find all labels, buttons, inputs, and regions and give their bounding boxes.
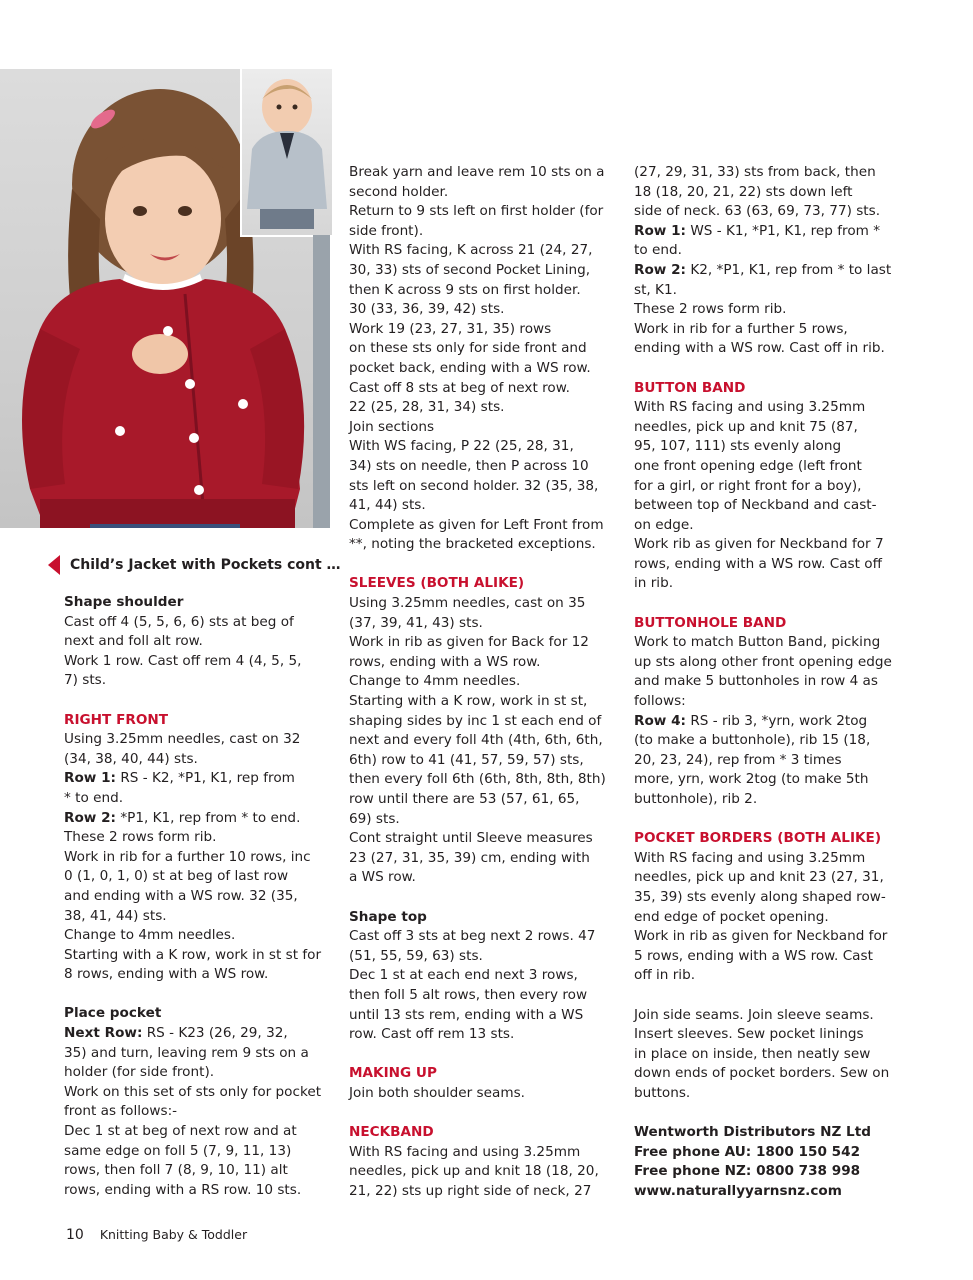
section-header-text: Child’s Jacket with Pockets cont … (70, 557, 341, 573)
photo-toddler-grey-cardigan (240, 69, 332, 237)
text-line: (34, 38, 40, 44) sts. (64, 750, 198, 767)
section-continuation-header (48, 554, 341, 576)
text-line: then every foll 6th (6th, 8th, 8th, 8th) (349, 771, 606, 788)
phone-au: Free phone AU: 1800 150 542 (634, 1143, 861, 1160)
text-line: Starting with a K row, work in st st for (64, 946, 322, 963)
text-line: needles, pick up and knit 75 (87, (634, 418, 858, 435)
photo-edge-strip (313, 235, 330, 528)
row-label: Next Row: (64, 1025, 143, 1042)
text-line: Join both shoulder seams. (349, 1084, 525, 1101)
row-text: *P1, K1, rep from * to end. (116, 809, 301, 826)
text-line: needles, pick up and knit 18 (18, 20, (349, 1163, 599, 1180)
row-label: Row 1: (634, 222, 686, 239)
text-line: row until there are 53 (57, 61, 65, (349, 791, 580, 807)
text-line: 7) sts. (64, 672, 107, 689)
pocket-borders-heading: POCKET BORDERS (BOTH ALIKE) (634, 830, 882, 847)
text-line: down ends of pocket borders. Sew on (634, 1065, 890, 1082)
row-instruction (64, 809, 336, 829)
text-line: 23 (27, 31, 35, 39) cm, ending with (349, 849, 590, 866)
sleeves-heading: SLEEVES (BOTH ALIKE) (349, 575, 525, 592)
text-line: Work 1 row. Cast off rem 4 (4, 5, 5, (64, 652, 302, 669)
text-line: 38, 41, 44) sts. (64, 907, 167, 924)
text-line: Starting with a K row, work in st st, (349, 693, 588, 710)
text-line: until 13 sts rem, ending with a WS (349, 1006, 584, 1023)
text-line: Using 3.25mm needles, cast on 32 (64, 731, 301, 748)
place-pocket-heading: Place pocket (64, 1005, 162, 1022)
text-line: 8 rows, ending with a WS row. (64, 966, 269, 983)
text-line: 6th) row to 41 (41, 57, 59, 57) sts, (349, 751, 584, 768)
text-line: next and foll alt row. (64, 633, 203, 650)
text-line: These 2 rows form rib. (634, 301, 787, 318)
text-line: (51, 55, 59, 63) sts. (349, 947, 483, 964)
text-line: 95, 107, 111) sts evenly along (634, 438, 842, 455)
row-text: RS - K23 (26, 29, 32, (142, 1025, 288, 1042)
text-line: 34) sts on needle, then P across 10 (349, 457, 589, 474)
website-link[interactable]: www.naturallyyarnsnz.com (634, 1182, 842, 1199)
text-line: and make 5 buttonholes in row 4 as (634, 673, 878, 690)
text-line: buttons. (634, 1084, 691, 1101)
text-line: rows, ending with a WS row. Cast off (634, 555, 882, 572)
text-line: Work on this set of sts only for pocket (64, 1083, 322, 1100)
text-line: 30 (33, 36, 39, 42) sts. (349, 301, 505, 318)
text-line: next and every foll 4th (4th, 6th, 6th, (349, 732, 603, 749)
text-line: and ending with a WS row. 32 (35, (64, 887, 298, 904)
text-line: 35, 39) sts evenly along shaped row- (634, 888, 886, 905)
distributor-name: Wentworth Distributors NZ Ltd (634, 1124, 871, 1141)
text-line: Cast off 8 sts at beg of next row. (349, 379, 570, 396)
publication-title: Knitting Baby & Toddler (99, 1227, 248, 1242)
triangle-left-icon (48, 555, 60, 575)
text-line: for a girl, or right front for a boy), (634, 477, 862, 494)
row-label: Row 1: (64, 770, 116, 787)
row-text: WS - K1, *P1, K1, rep from * (686, 222, 880, 239)
text-line: Work in rib for a further 5 rows, (634, 320, 848, 337)
text-line: 69) sts. (349, 810, 400, 827)
shape-top-heading: Shape top (349, 908, 427, 925)
text-line: Return to 9 sts left on first holder (for (349, 203, 604, 220)
text-line: Complete as given for Left Front from (349, 516, 604, 533)
phone-nz: Free phone NZ: 0800 738 998 (634, 1163, 861, 1180)
text-line: off in rib. (634, 967, 696, 984)
text-line: With RS facing and using 3.25mm (634, 399, 866, 416)
text-line: Dec 1 st at beg of next row and at (64, 1123, 297, 1140)
text-line: Join side seams. Join sleeve seams. (634, 1006, 874, 1023)
text-line: Cast off 4 (5, 5, 6, 6) sts at beg of (64, 613, 294, 630)
row-instruction (634, 261, 900, 281)
text-line: more, yrn, work 2tog (to make 5th (634, 771, 869, 788)
text-line: up sts along other front opening edge (634, 653, 892, 670)
text-line: st, K1. (634, 281, 677, 298)
row-instruction (64, 769, 336, 789)
text-line: 0 (1, 0, 1, 0) st at beg of last row (64, 868, 289, 885)
text-line: Work in rib for a further 10 rows, inc (64, 848, 311, 865)
row-text: K2, *P1, K1, rep from * to last (686, 261, 892, 278)
row-instruction (64, 1024, 336, 1044)
text-line: Using 3.25mm needles, cast on 35 (349, 595, 586, 612)
buttonhole-band-heading: BUTTONHOLE BAND (634, 614, 787, 631)
text-line: shaping sides by inc 1 st each end of (349, 712, 602, 729)
text-line: then K across 9 sts on first holder. (349, 281, 581, 298)
page-number: 10 (66, 1227, 84, 1243)
text-line: Cast off 3 sts at beg next 2 rows. 47 (349, 928, 596, 945)
row-text: RS - K2, *P1, K1, rep from (116, 770, 295, 787)
text-line: side front). (349, 222, 424, 239)
text-line: (to make a buttonhole), rib 15 (18, (634, 732, 871, 749)
text-line: Cont straight until Sleeve measures (349, 830, 593, 847)
text-line: * to end. (64, 789, 124, 806)
shape-shoulder-heading: Shape shoulder (64, 594, 184, 610)
text-line: rows, then foll 7 (8, 9, 10, 11) alt (64, 1162, 288, 1179)
text-line: rows, ending with a RS row. 10 sts. (64, 1181, 302, 1198)
text-line: row. Cast off rem 13 sts. (349, 1026, 515, 1043)
text-line: With RS facing and using 3.25mm (349, 1143, 581, 1160)
text-line: on these sts only for side front and (349, 340, 587, 357)
text-line: (27, 29, 31, 33) sts from back, then (634, 164, 876, 180)
distributor-contact (634, 1123, 900, 1201)
text-line: buttonhole), rib 2. (634, 791, 758, 807)
row-label: Row 2: (64, 809, 116, 826)
row-instruction (634, 712, 900, 732)
text-line: one front opening edge (left front (634, 457, 862, 474)
text-line: 41, 44) sts. (349, 497, 426, 514)
text-line: follows: (634, 693, 686, 710)
text-line: pocket back, ending with a WS row. (349, 359, 591, 376)
text-line: to end. (634, 242, 682, 259)
button-band-heading: BUTTON BAND (634, 379, 746, 396)
text-line: 18 (18, 20, 21, 22) sts down left (634, 183, 853, 200)
row-label: Row 4: (634, 712, 686, 729)
text-line: Dec 1 st at each end next 3 rows, (349, 967, 578, 984)
text-line: 30, 33) sts of second Pocket Lining, (349, 261, 591, 278)
text-line: **, noting the bracketed exceptions. (349, 536, 596, 553)
text-line: 20, 23, 24), rep from * 3 times (634, 751, 842, 768)
text-line: 5 rows, ending with a WS row. Cast (634, 947, 873, 964)
page-footer (66, 1227, 247, 1243)
text-line: With WS facing, P 22 (25, 28, 31, (349, 438, 574, 455)
text-line: 21, 22) sts up right side of neck, 27 (349, 1182, 592, 1199)
column-1 (64, 593, 336, 1200)
text-line: in rib. (634, 575, 674, 592)
text-line: Work 19 (23, 27, 31, 35) rows (349, 320, 552, 337)
column-2 (349, 163, 611, 1201)
text-line: Work in rib as given for Neckband for (634, 928, 888, 945)
text-line: second holder. (349, 183, 449, 200)
text-line: front as follows:- (64, 1103, 178, 1120)
text-line: (37, 39, 41, 43) sts. (349, 614, 483, 631)
text-line: in place on inside, then neatly sew (634, 1045, 871, 1062)
text-line: a WS row. (349, 869, 416, 886)
text-line: sts left on second holder. 32 (35, 38, (349, 477, 599, 494)
neckband-heading: NECKBAND (349, 1124, 434, 1141)
toddler-illustration (242, 69, 332, 235)
row-text: RS - rib 3, *yrn, work 2tog (686, 712, 868, 729)
text-line: Insert sleeves. Sew pocket linings (634, 1026, 864, 1043)
text-line: Break yarn and leave rem 10 sts on a (349, 164, 605, 180)
text-line: ending with a WS row. Cast off in rib. (634, 340, 885, 357)
text-line: end edge of pocket opening. (634, 908, 829, 925)
text-line: Work rib as given for Neckband for 7 (634, 536, 884, 553)
row-instruction (634, 222, 900, 242)
text-line: Join sections (349, 418, 435, 435)
text-line: Work in rib as given for Back for 12 (349, 634, 589, 651)
text-line: side of neck. 63 (63, 69, 73, 77) sts. (634, 203, 881, 220)
text-line: needles, pick up and knit 23 (27, 31, (634, 869, 884, 886)
text-line: With RS facing, K across 21 (24, 27, (349, 242, 593, 259)
text-line: on edge. (634, 516, 694, 533)
column-3 (634, 163, 900, 1201)
text-line: rows, ending with a WS row. (349, 653, 541, 670)
text-line: holder (for side front). (64, 1064, 215, 1081)
row-label: Row 2: (634, 261, 686, 278)
making-up-heading: MAKING UP (349, 1065, 437, 1082)
text-line: Change to 4mm needles. (349, 673, 521, 690)
text-line: 35) and turn, leaving rem 9 sts on a (64, 1044, 309, 1061)
text-line: 22 (25, 28, 31, 34) sts. (349, 399, 505, 416)
right-front-heading: RIGHT FRONT (64, 711, 169, 728)
text-line: With RS facing and using 3.25mm (634, 849, 866, 866)
text-line: between top of Neckband and cast- (634, 497, 877, 514)
text-line: Work to match Button Band, picking (634, 634, 881, 651)
text-line: then foll 5 alt rows, then every row (349, 986, 588, 1003)
text-line: These 2 rows form rib. (64, 829, 217, 846)
text-line: same edge on foll 5 (7, 9, 11, 13) (64, 1142, 292, 1159)
text-line: Change to 4mm needles. (64, 927, 236, 944)
